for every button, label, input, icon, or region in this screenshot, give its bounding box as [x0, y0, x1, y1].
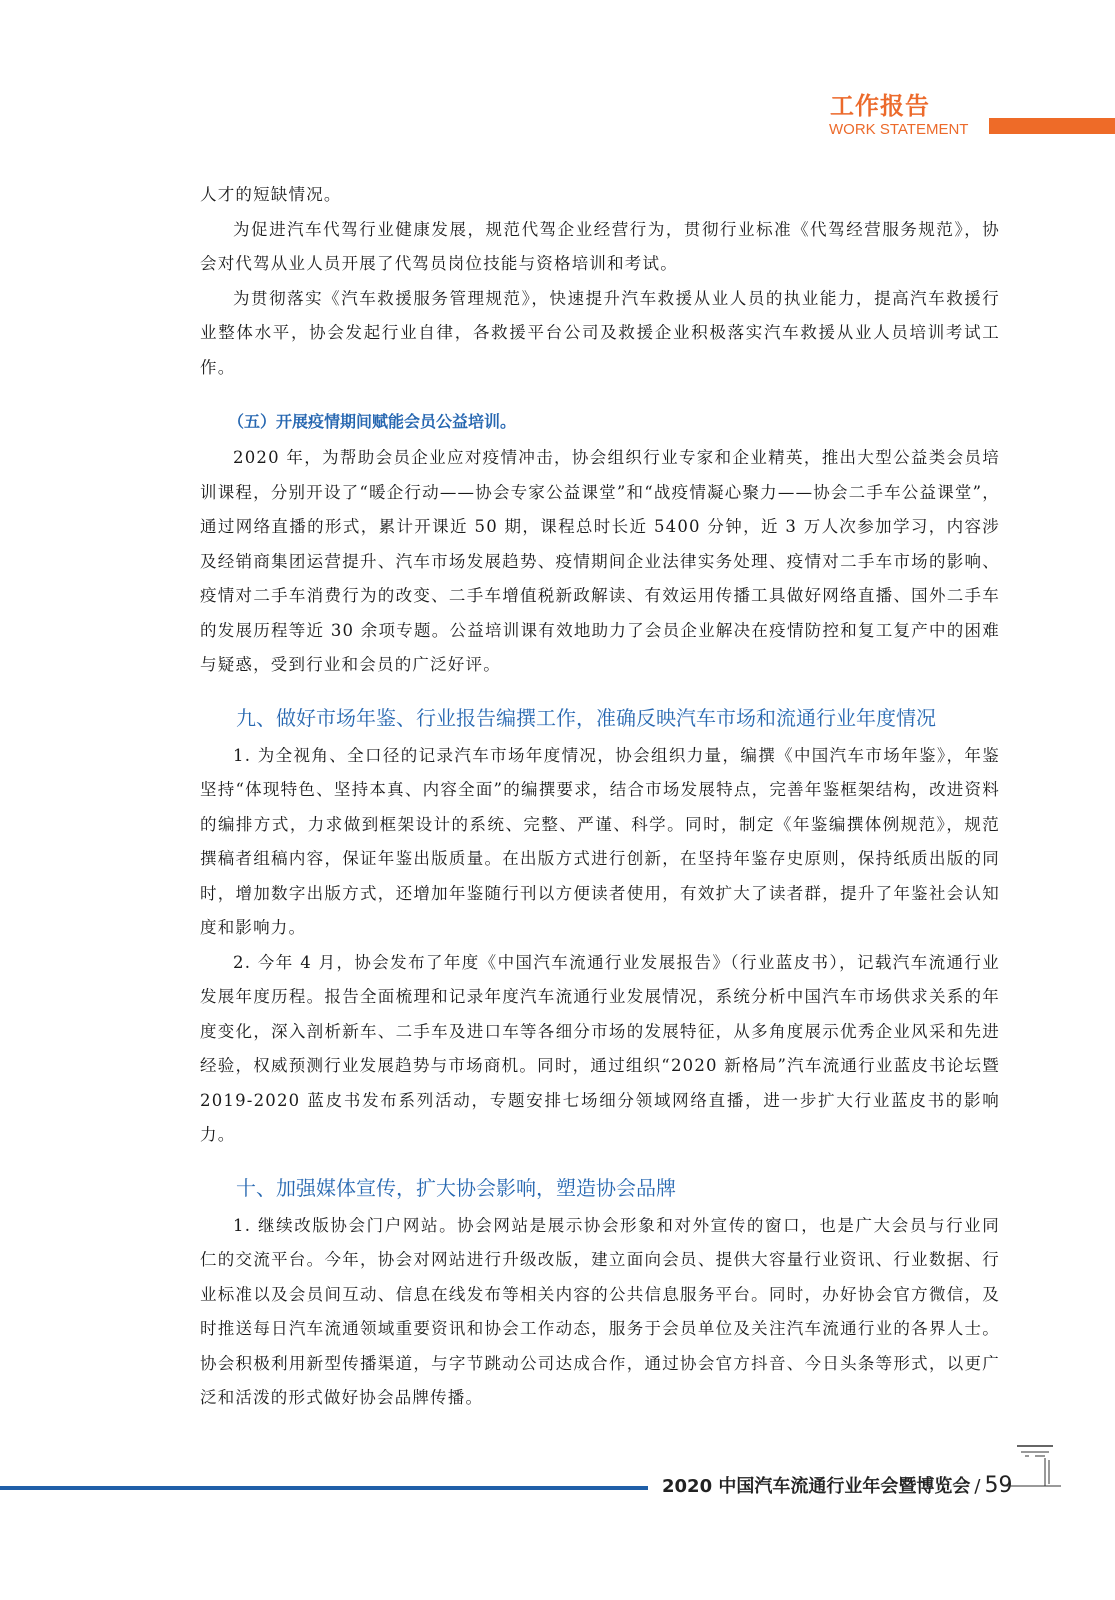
- footer-caption: [662, 1472, 1012, 1498]
- paragraph-talent-shortage: 人才的短缺情况。: [200, 185, 342, 204]
- paragraph-website: 1. 继续改版协会门户网站。协会网站是展示协会形象和对外宣传的窗口，也是广大会员与行业同仁的交流平台。今年，协会对网站进行升级改版，建立面向会员、提供大容量行业资讯、行业数据、行业标准以及会员间互动、信息在线发布等相关内容的公共信息服务平台。同时，办好协会官方微信，及时推送每日汽车流通领域重要资讯和协会工作动态，服务于会员单位及关注汽车流通行业的各界人士。协会积极利用新型传播渠道，与字节跳动公司达成合作，通过协会官方抖音、今日头条等形式，以更广泛和活泼的形式做好协会品牌传播。: [200, 1215, 1000, 1407]
- footer-separator: /: [974, 1476, 981, 1497]
- paragraph-driver-service: 为促进汽车代驾行业健康发展，规范代驾企业经营行为，贯彻行业标准《代驾经营服务规范》，协会对代驾从业人员开展了代驾员岗位技能与资格培训和考试。: [200, 219, 1000, 273]
- footer-rule: [0, 1486, 648, 1490]
- footer-event-name: 2020 中国汽车流通行业年会暨博览会: [662, 1476, 971, 1497]
- section-header-title: 工作报告: [830, 92, 930, 120]
- body-content: [200, 178, 1000, 1416]
- section-header-subtitle: WORK STATEMENT: [829, 121, 969, 138]
- subheading-training: （五）开展疫情期间赋能会员公益培训。: [228, 412, 517, 431]
- paragraph-bluebook: 2. 今年 4 月，协会发布了年度《中国汽车流通行业发展报告》（行业蓝皮书），记载汽车流通行业发展年度历程。报告全面梳理和记录年度汽车流通行业发展情况，系统分析中国汽车市场供求关系的年度变化，深入剖析新车、二手车及进口车等各细分市场的发展特征，从多角度展示优秀企业风采和先进经验，权威预测行业发展趋势与市场商机。同时，通过组织“2020 新格局”汽车流通行业蓝皮书论坛暨 2019-2020 蓝皮书发布系列活动，专题安排七场细分领域网络直播，进一步扩大行业蓝皮书的影响力。: [200, 952, 1000, 1144]
- paragraph-public-training: 2020 年，为帮助会员企业应对疫情冲击，协会组织行业专家和企业精英，推出大型公益类会员培训课程，分别开设了“暖企行动——协会专家公益课堂”和“战疫情凝心聚力——协会二手车公益课堂”，通过网络直播的形式，累计开课近 50 期，课程总时长近 5400 分钟，近 3 万人次参加学习，内容涉及经销商集团运营提升、汽车市场发展趋势、疫情期间企业法律实务处理、疫情对二手车市场的影响、疫情对二手车消费行为的改变、二手车增值税新政解读、有效运用传播工具做好网络直播、国外二手车的发展历程等近 30 余项专题。公益培训课有效地助力了会员企业解决在疫情防控和复工复产中的困难与疑惑，受到行业和会员的广泛好评。: [200, 448, 1000, 674]
- paragraph-yearbook: 1. 为全视角、全口径的记录汽车市场年度情况，协会组织力量，编撰《中国汽车市场年鉴》，年鉴坚持“体现特色、坚持本真、内容全面”的编撰要求，结合市场发展特点，完善年鉴框架结构，改进资料的编排方式，力求做到框架设计的系统、完整、严谨、科学。同时，制定《年鉴编撰体例规范》，规范撰稿者组稿内容，保证年鉴出版质量。在出版方式进行创新，在坚持年鉴存史原则，保持纸质出版的同时，增加数字出版方式，还增加年鉴随行刊以方便读者使用，有效扩大了读者群，提升了年鉴社会认知度和影响力。: [200, 745, 1000, 937]
- pavilion-decoration-icon: [1005, 1440, 1065, 1490]
- page-number: 59: [984, 1473, 1013, 1498]
- paragraph-rescue-service: 为贯彻落实《汽车救援服务管理规范》，快速提升汽车救援从业人员的执业能力，提高汽车救援行业整体水平，协会发起行业自律，各救援平台公司及救援企业积极落实汽车救援从业人员培训考试工作。: [200, 288, 1000, 377]
- header-accent-bar: [989, 118, 1115, 134]
- section-heading-yearbook: 九、做好市场年鉴、行业报告编撰工作，准确反映汽车市场和流通行业年度情况: [236, 705, 936, 730]
- section-heading-media: 十、加强媒体宣传，扩大协会影响，塑造协会品牌: [236, 1175, 676, 1200]
